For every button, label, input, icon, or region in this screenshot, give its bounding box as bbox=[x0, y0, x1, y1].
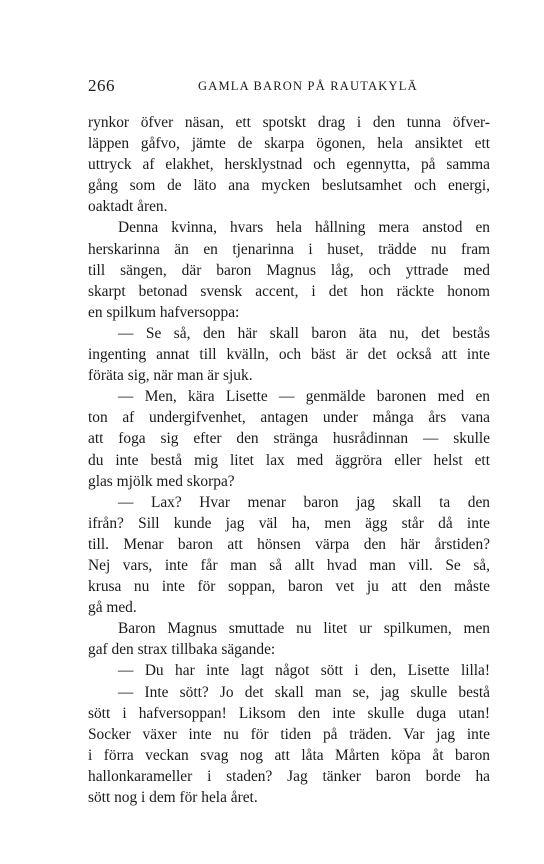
text-line: till sängen, där baron Magnus låg, och yttrade med bbox=[88, 261, 490, 279]
running-head bbox=[88, 76, 488, 96]
text-line: — Inte sött? Jo det skall man se, jag skulle bestå bbox=[118, 683, 490, 701]
text-line: en spilkum hafversoppa: bbox=[88, 303, 240, 321]
text-line: sött i hafversoppan! Liksom den inte skulle duga utan! bbox=[88, 704, 490, 722]
text-line: Socker växer inte nu för tiden på träden. Var jag inte bbox=[88, 725, 490, 743]
text-line: — Lax? Hvar menar baron jag skall ta den bbox=[118, 493, 490, 511]
text-line: — Du har inte lagt något sött i den, Lisette lilla! bbox=[118, 662, 490, 680]
text-line: skarpt betonad svensk accent, i det hon räckte honom bbox=[88, 282, 490, 300]
text-line: sött nog i dem för hela året. bbox=[88, 789, 258, 806]
text-line: ifrån? Sill kunde jag väl ha, men ägg står då inte bbox=[88, 514, 490, 532]
text-line: Denna kvinna, hvars hela hållning mera anstod en bbox=[118, 219, 490, 237]
text-line: — Men, kära Lisette — genmälde baronen med en bbox=[118, 388, 490, 406]
text-line: glas mjölk med skorpa? bbox=[88, 472, 235, 490]
text-line: rynkor öfver näsan, ett spotskt drag i den tunna öfver- bbox=[88, 114, 490, 131]
text-line: i förra veckan svag nog att låta Mårten köpa åt baron bbox=[88, 746, 490, 764]
text-line: du inte bestå mig litet lax med äggröra eller helst ett bbox=[88, 451, 490, 469]
text-line: uttryck af elakhet, hersklystnad och egennytta, på samma bbox=[88, 156, 490, 174]
text-line: ingenting annat till kvälln, och bäst är det också att inte bbox=[88, 346, 490, 364]
text-line: oaktadt åren. bbox=[88, 198, 168, 216]
running-title: GAMLA BARON PÅ RAUTAKYLÄ bbox=[198, 79, 418, 93]
text-line: till. Menar baron att hönsen värpa den här årstiden? bbox=[88, 535, 490, 553]
text-line: herskarinna än en tjenarinna i huset, trädde nu fram bbox=[88, 240, 490, 258]
text-line: gång som de läto ana mycken beslutsamhet och energi, bbox=[88, 177, 490, 195]
text-line: hallonkarameller i staden? Jag tänker baron borde ha bbox=[88, 767, 490, 785]
text-line: ton af undergifvenhet, antagen under många års vana bbox=[88, 409, 490, 427]
text-line: gå med. bbox=[88, 599, 137, 617]
text-line: Nej vars, inte får man så allt hvad man vill. Se så, bbox=[88, 556, 490, 574]
text-line: gaf den strax tillbaka sägande: bbox=[88, 641, 276, 659]
text-line: Baron Magnus smuttade nu litet ur spilkumen, men bbox=[118, 620, 490, 638]
body-text bbox=[88, 112, 490, 808]
text-line: krusa nu inte för soppan, baron vet ju att den måste bbox=[88, 578, 490, 596]
page-number: 266 bbox=[88, 76, 115, 95]
text-line: att foga sig efter den stränga husrådinnan — skulle bbox=[88, 430, 490, 448]
text-line: läppen gåfvo, jämte de skarpa ögonen, hela ansiktet ett bbox=[88, 135, 490, 153]
text-line: — Se så, den här skall baron äta nu, det bestås bbox=[118, 324, 490, 342]
text-line: föräta sig, när man är sjuk. bbox=[88, 367, 253, 385]
